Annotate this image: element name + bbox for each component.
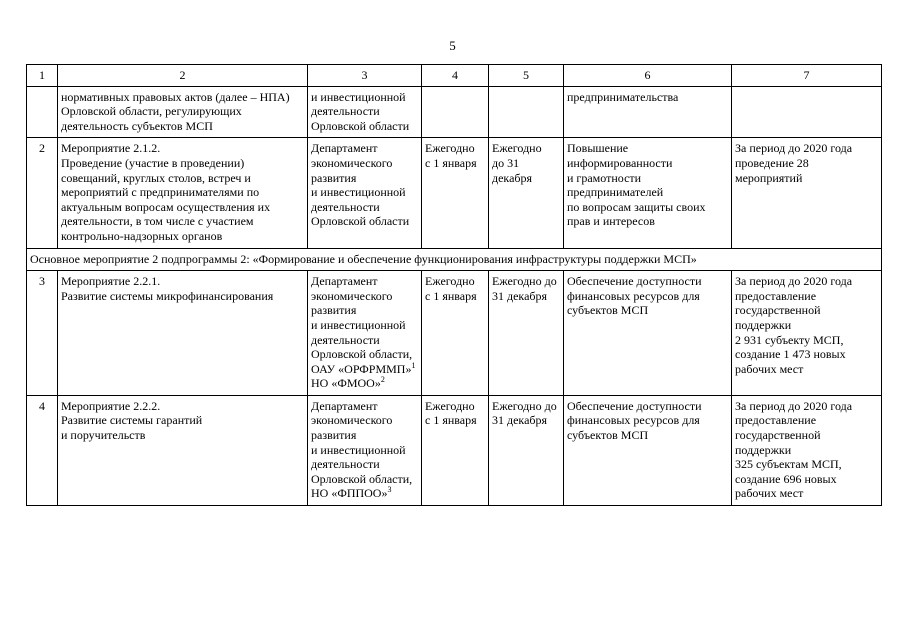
footnote-mark: 1 (411, 360, 416, 370)
table-row (27, 395, 882, 505)
row-number: 3 (27, 271, 58, 396)
cell-line (61, 185, 304, 200)
cell-line (311, 141, 418, 156)
cell-text: и инвестиционной (311, 185, 406, 200)
cell-line (61, 90, 304, 105)
column-number-7: 7 (732, 65, 882, 87)
cell-line (567, 141, 728, 156)
cell-text: актуальным вопросам осуществления их (61, 199, 271, 214)
cell-line (492, 399, 560, 414)
cell-line (492, 289, 560, 304)
row-number: 4 (27, 395, 58, 505)
cell-line (61, 274, 304, 289)
cell-line (61, 119, 304, 134)
cell-line (311, 457, 418, 472)
cell-text: прав и интересов (567, 214, 655, 229)
cell-text: создание 1 473 новых (735, 347, 846, 362)
cell-line (567, 413, 728, 428)
cell-text: За период до 2020 года (735, 398, 853, 413)
start-date-cell (422, 271, 489, 396)
cell-text: Обеспечение доступности (567, 274, 702, 289)
cell-text: Мероприятие 2.2.2. (61, 398, 161, 413)
cell-text: Повышение (567, 141, 629, 156)
cell-text: государственной (735, 303, 821, 318)
column-number-4: 4 (422, 65, 489, 87)
events-table (26, 64, 882, 506)
cell-text: предоставление (735, 288, 817, 303)
event-cell (58, 271, 308, 396)
cell-text: НО «ФМОО» (311, 376, 381, 391)
start-date-cell (422, 138, 489, 248)
cell-line (61, 141, 304, 156)
start-date-cell (422, 86, 489, 138)
cell-line (492, 413, 560, 428)
end-date-cell (489, 86, 564, 138)
cell-line (425, 156, 485, 171)
cell-text: экономического (311, 288, 393, 303)
cell-text: деятельности (311, 199, 380, 214)
cell-text: государственной (735, 428, 821, 443)
cell-text: развития (311, 170, 357, 185)
cell-line (735, 156, 878, 171)
cell-text: предпринимательства (567, 89, 679, 104)
cell-text: Мероприятие 2.1.2. (61, 141, 161, 156)
table-header-row (27, 65, 882, 87)
cell-line (735, 399, 878, 414)
cell-line (735, 171, 878, 186)
row-number (27, 86, 58, 138)
cell-text: экономического (311, 413, 393, 428)
cell-line (425, 141, 485, 156)
cell-text: 2 931 субъекту МСП, (735, 332, 844, 347)
table-row (27, 138, 882, 248)
cell-line (735, 362, 878, 377)
cell-text: деятельности (311, 332, 380, 347)
cell-text: Ежегодно (425, 141, 475, 156)
cell-line (61, 200, 304, 215)
start-date-cell (422, 395, 489, 505)
cell-line (311, 347, 418, 362)
cell-line (311, 185, 418, 200)
cell-line (311, 376, 418, 391)
cell-text: ОАУ «ОРФРММП» (311, 361, 412, 376)
cell-line (567, 200, 728, 215)
column-number-1: 1 (27, 65, 58, 87)
cell-line (567, 289, 728, 304)
event-cell (58, 395, 308, 505)
cell-line (311, 486, 418, 501)
cell-line (567, 274, 728, 289)
result-cell (564, 395, 732, 505)
cell-text: деятельность субъектов МСП (61, 118, 213, 133)
cell-text: 31 декабря (492, 413, 548, 428)
cell-line (311, 119, 418, 134)
executor-cell (308, 86, 422, 138)
section-title: Основное мероприятие 2 подпрограммы 2: «Формирование и обеспечение функционирования инфраструктуры поддержки МСП» (27, 248, 882, 271)
cell-text: с 1 января (425, 155, 477, 170)
cell-text: рабочих мест (735, 486, 804, 501)
cell-line (311, 303, 418, 318)
cell-line (311, 289, 418, 304)
cell-line (567, 185, 728, 200)
cell-text: Мероприятие 2.2.1. (61, 274, 161, 289)
cell-line (311, 214, 418, 229)
row-number: 2 (27, 138, 58, 248)
cell-line (311, 413, 418, 428)
cell-line (567, 171, 728, 186)
cell-line (61, 156, 304, 171)
executor-cell (308, 395, 422, 505)
cell-line (567, 156, 728, 171)
cell-text: мероприятий с предпринимателями по (61, 185, 260, 200)
cell-line (425, 413, 485, 428)
cell-line (311, 90, 418, 105)
cell-text: и инвестиционной (311, 89, 406, 104)
cell-text: экономического (311, 155, 393, 170)
cell-line (735, 333, 878, 348)
end-date-cell (489, 138, 564, 248)
indicator-cell (732, 395, 882, 505)
event-cell (58, 138, 308, 248)
cell-line (311, 428, 418, 443)
cell-line (735, 303, 878, 318)
result-cell (564, 271, 732, 396)
page-number: 5 (449, 38, 456, 53)
cell-text: Развитие системы микрофинансирования (61, 288, 274, 303)
cell-line (492, 141, 560, 156)
cell-line (425, 274, 485, 289)
cell-line (567, 303, 728, 318)
cell-text: поддержки (735, 317, 792, 332)
cell-line (311, 472, 418, 487)
footnote-mark: 2 (380, 375, 385, 385)
executor-cell (308, 138, 422, 248)
cell-text: Орловской области, (311, 471, 413, 486)
cell-line (567, 214, 728, 229)
cell-line (567, 428, 728, 443)
cell-text: Орловской области, (311, 347, 413, 362)
cell-text: создание 696 новых (735, 471, 837, 486)
cell-text: информированности (567, 155, 673, 170)
cell-text: рабочих мест (735, 361, 804, 376)
cell-line (311, 333, 418, 348)
cell-line (311, 171, 418, 186)
cell-text: и инвестиционной (311, 317, 406, 332)
cell-text: поддержки (735, 442, 792, 457)
cell-line (425, 399, 485, 414)
cell-text: НО «ФППОО» (311, 486, 388, 501)
cell-line (61, 428, 304, 443)
cell-text: развития (311, 303, 357, 318)
cell-text: Ежегодно (492, 141, 542, 156)
cell-line (735, 486, 878, 501)
cell-line (311, 443, 418, 458)
cell-text: совещаний, круглых столов, встреч и (61, 170, 251, 185)
cell-text: Ежегодно до (492, 274, 557, 289)
cell-line (311, 318, 418, 333)
cell-line (735, 141, 878, 156)
cell-text: декабря (492, 170, 533, 185)
cell-line (311, 274, 418, 289)
cell-text: Департамент (311, 274, 378, 289)
cell-text: и инвестиционной (311, 442, 406, 457)
end-date-cell (489, 271, 564, 396)
cell-line (735, 274, 878, 289)
cell-text: Орловской области, регулирующих (61, 104, 242, 119)
footnote-mark: 3 (387, 485, 392, 495)
cell-line (492, 156, 560, 171)
cell-line (735, 413, 878, 428)
cell-line (567, 399, 728, 414)
cell-text: до 31 (492, 155, 520, 170)
cell-line (61, 229, 304, 244)
indicator-cell (732, 138, 882, 248)
cell-text: За период до 2020 года (735, 141, 853, 156)
cell-text: с 1 января (425, 288, 477, 303)
column-number-2: 2 (58, 65, 308, 87)
cell-line (61, 413, 304, 428)
cell-text: Ежегодно (425, 398, 475, 413)
event-cell (58, 86, 308, 138)
table-row (27, 248, 882, 271)
cell-text: Орловской области (311, 118, 410, 133)
cell-text: Орловской области (311, 214, 410, 229)
cell-text: и поручительств (61, 428, 146, 443)
cell-text: финансовых ресурсов для (567, 413, 700, 428)
cell-line (311, 399, 418, 414)
cell-line (311, 156, 418, 171)
cell-line (425, 289, 485, 304)
cell-text: Проведение (участие в проведении) (61, 155, 245, 170)
cell-text: Ежегодно (425, 274, 475, 289)
cell-text: Ежегодно до (492, 398, 557, 413)
cell-text: субъектов МСП (567, 428, 649, 443)
result-cell (564, 138, 732, 248)
result-cell (564, 86, 732, 138)
cell-line (735, 428, 878, 443)
cell-line (735, 289, 878, 304)
cell-text: по вопросам защиты своих (567, 199, 706, 214)
end-date-cell (489, 395, 564, 505)
cell-line (61, 399, 304, 414)
column-number-5: 5 (489, 65, 564, 87)
cell-text: с 1 января (425, 413, 477, 428)
cell-line (311, 104, 418, 119)
cell-line (735, 347, 878, 362)
cell-line (61, 289, 304, 304)
cell-text: предпринимателей (567, 185, 664, 200)
cell-line (735, 318, 878, 333)
cell-line (735, 472, 878, 487)
indicator-cell (732, 86, 882, 138)
column-number-6: 6 (564, 65, 732, 87)
cell-text: нормативных правовых актов (далее – НПА) (61, 89, 290, 104)
cell-text: 325 субъектам МСП, (735, 457, 842, 472)
cell-line (735, 443, 878, 458)
cell-text: За период до 2020 года (735, 274, 853, 289)
cell-text: финансовых ресурсов для (567, 288, 700, 303)
cell-line (61, 104, 304, 119)
cell-text: деятельности, в том числе с участием (61, 214, 254, 229)
cell-text: Обеспечение доступности (567, 398, 702, 413)
cell-text: и грамотности (567, 170, 642, 185)
cell-line (735, 457, 878, 472)
cell-line (492, 171, 560, 186)
cell-text: Развитие системы гарантий (61, 413, 203, 428)
cell-line (492, 274, 560, 289)
cell-text: развития (311, 428, 357, 443)
cell-line (311, 200, 418, 215)
cell-line (61, 214, 304, 229)
cell-text: проведение 28 (735, 155, 809, 170)
table-row (27, 86, 882, 138)
executor-cell (308, 271, 422, 396)
cell-text: 31 декабря (492, 288, 548, 303)
cell-line (567, 90, 728, 105)
cell-text: предоставление (735, 413, 817, 428)
cell-text: деятельности (311, 457, 380, 472)
cell-text: деятельности (311, 104, 380, 119)
table-row (27, 271, 882, 396)
cell-text: Департамент (311, 141, 378, 156)
cell-text: Департамент (311, 398, 378, 413)
indicator-cell (732, 271, 882, 396)
cell-text: мероприятий (735, 170, 803, 185)
cell-line (61, 171, 304, 186)
cell-text: контрольно-надзорных органов (61, 228, 223, 243)
column-number-3: 3 (308, 65, 422, 87)
cell-text: субъектов МСП (567, 303, 649, 318)
cell-line (311, 362, 418, 377)
